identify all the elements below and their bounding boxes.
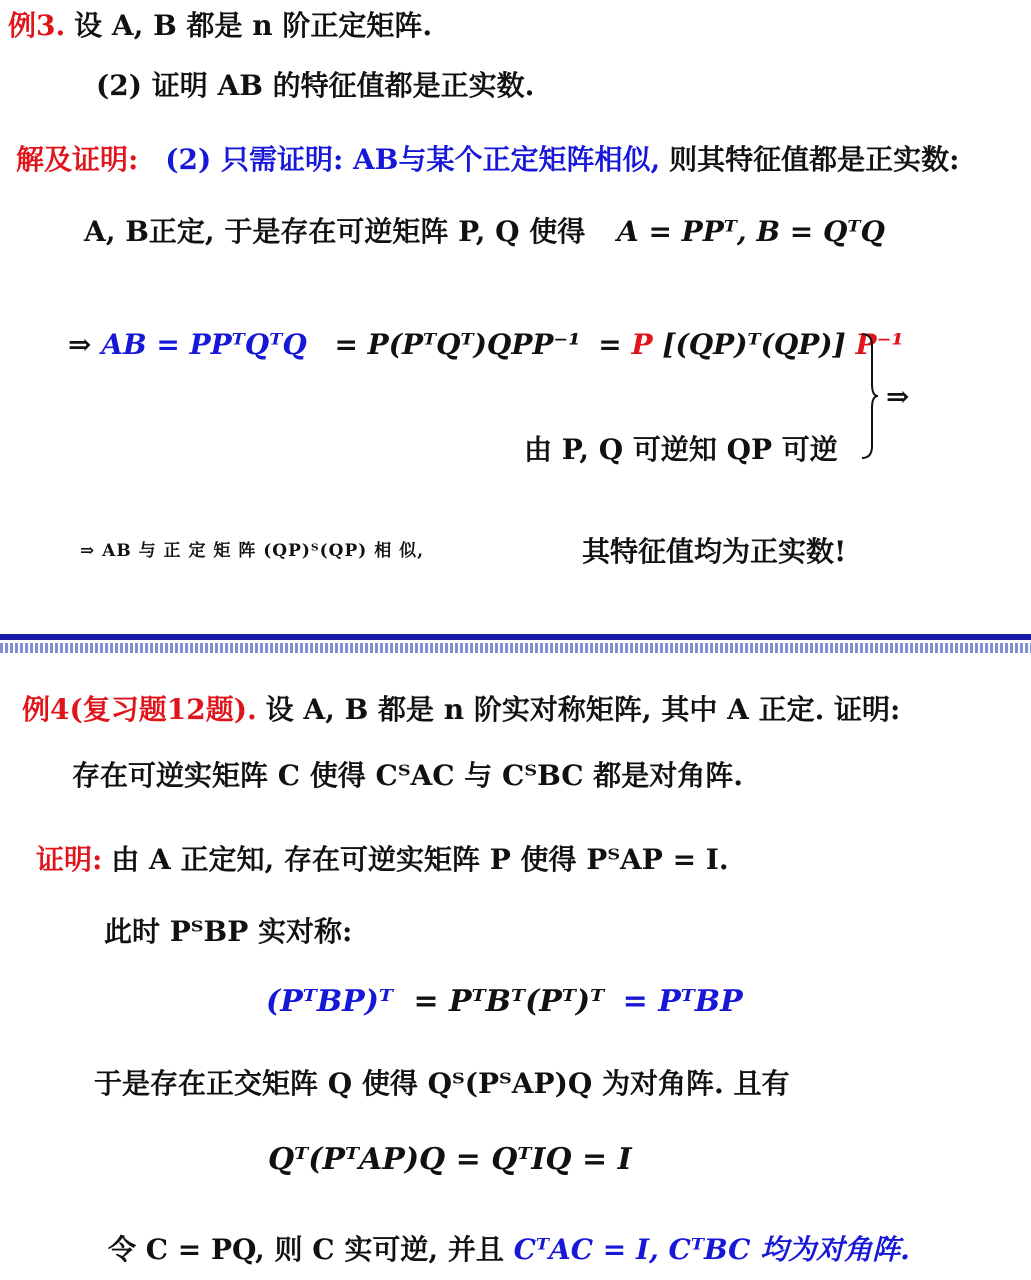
solution-3-line1-text: A, B正定, 于是存在可逆矩阵 P, Q 使得 xyxy=(84,215,586,248)
equation-middle: = P(PᵀQᵀ)QPP⁻¹ xyxy=(334,328,581,361)
example-3-label: 例3. xyxy=(8,9,66,42)
brace-implies-arrow: ⇒ xyxy=(886,380,910,413)
proof-4-label: 证明: xyxy=(36,843,103,876)
example-4-label: 例4(复习题12题). xyxy=(22,693,257,726)
example-3-statement: 设 A, B 都是 n 阶正定矩阵. xyxy=(74,9,433,42)
equation-1-lhs: (PᵀBP)ᵀ xyxy=(266,984,393,1019)
solution-3-intro-tail: 则其特征值都是正实数: xyxy=(669,143,960,176)
proof-4-line1 xyxy=(36,838,729,878)
equation-p-inverse: P⁻¹ xyxy=(855,328,904,361)
solution-3-conclusion-big: 其特征值均为正实数! xyxy=(582,535,847,568)
equation-1-middle: = PᵀBᵀ(Pᵀ)ᵀ xyxy=(413,984,605,1019)
solution-3-line1-formula: A = PPᵀ, B = QᵀQ xyxy=(616,215,885,248)
section-divider xyxy=(0,634,1031,640)
right-brace-icon xyxy=(860,332,878,460)
solution-3-conclusion-small: ⇒ AB 与 正 定 矩 阵 (QP)ᵀ(QP) 相 似, xyxy=(80,541,425,561)
proof-4-line2: 此时 PᵀBP 实对称: xyxy=(104,915,353,948)
equation-lhs: AB = PPᵀQᵀQ xyxy=(101,328,307,361)
example-4-header xyxy=(22,688,900,728)
equation-equals: = xyxy=(598,328,622,361)
example-4-statement-2: 存在可逆实矩阵 C 使得 CᵀAC 与 CᵀBC 都是对角阵. xyxy=(72,759,744,792)
example-3-header xyxy=(8,4,432,44)
section-divider-dotted xyxy=(0,643,1031,653)
proof-4-equation-1 xyxy=(266,984,743,1019)
solution-3-intro: (2) 只需证明: AB与某个正定矩阵相似, xyxy=(165,143,661,176)
implies-arrow: ⇒ xyxy=(68,328,92,361)
example-4-statement: 设 A, B 都是 n 阶实对称矩阵, 其中 A 正定. 证明: xyxy=(265,693,901,726)
proof-4-line1-text: 由 A 正定知, 存在可逆实矩阵 P 使得 PᵀAP = I. xyxy=(111,843,729,876)
equation-inner: [(QP)ᵀ(QP)] xyxy=(662,328,846,361)
proof-4-line4 xyxy=(108,1228,910,1268)
solution-3-line1 xyxy=(84,210,885,250)
equation-p: P xyxy=(631,328,653,361)
example-3-part2: (2) 证明 AB 的特征值都是正实数. xyxy=(96,69,535,102)
proof-4-equation-2: Qᵀ(PᵀAP)Q = QᵀIQ = I xyxy=(268,1142,632,1177)
proof-4-line4-text: 令 C = PQ, 则 C 实可逆, 并且 xyxy=(108,1233,504,1266)
solution-3-equation xyxy=(68,328,904,361)
solution-3-intro-line xyxy=(16,138,959,178)
proof-4-line3: 于是存在正交矩阵 Q 使得 Qᵀ(PᵀAP)Q 为对角阵. 且有 xyxy=(94,1067,790,1100)
equation-1-rhs: = PᵀBP xyxy=(622,984,743,1019)
solution-3-label: 解及证明: xyxy=(16,143,139,176)
solution-3-note: 由 P, Q 可逆知 QP 可逆 xyxy=(524,433,838,466)
proof-4-line4-conclusion: CᵀAC = I, CᵀBC 均为对角阵. xyxy=(513,1233,910,1266)
